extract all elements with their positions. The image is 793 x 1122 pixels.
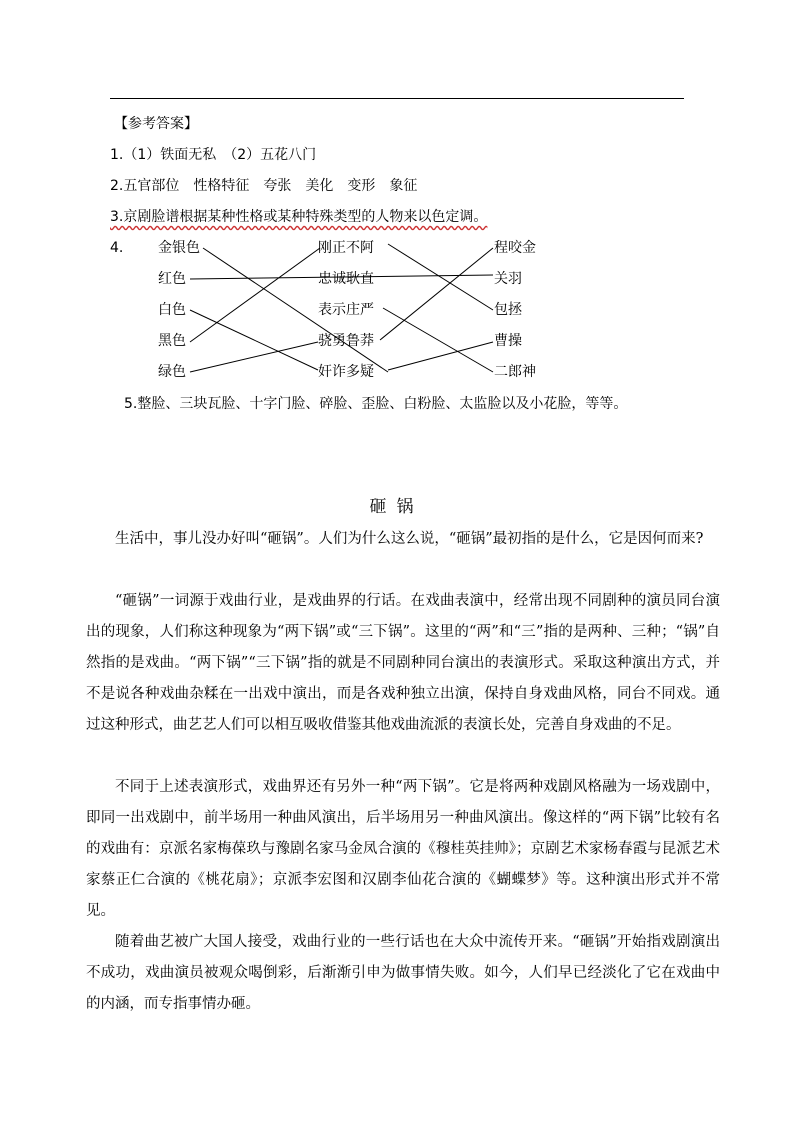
color-item: 黑色 — [158, 333, 186, 349]
match-line — [388, 342, 493, 370]
answer-3: 3.京剧脸谱根据某种性格或某种特殊类型的人物来以色定调。 — [110, 209, 488, 225]
match-line — [190, 342, 318, 372]
color-item: 金银色 — [158, 240, 200, 256]
match-line — [380, 248, 493, 340]
article-paragraph: “砸锅”一词源于戏曲行业，是戏曲界的行话。在戏曲表演中，经常出现不同剧种的演员同台演出的现象，人们称这种现象为“两下锅”或“三下锅”。这里的“两”和“三”指的是两种、三种；“锅”自然指的是戏曲。“两下锅”“三下锅”指的就是不同剧种同台演出的表演形式。采取这种演出方式，并不是说各种戏曲杂糅在一出戏中演出，而是各戏种独立出演，保持自身戏曲风格，同台不同戏。通过这种形式，曲艺艺人们可以相互吸收借鉴其他戏曲流派的表演长处，完善自身戏曲的不足。 — [86, 593, 720, 733]
color-item: 白色 — [158, 302, 186, 318]
match-line — [383, 308, 493, 372]
answer-5: 5.整脸、三块瓦脸、十字门脸、碎脸、歪脸、白粉脸、太监脸以及小花脸，等等。 — [124, 396, 628, 412]
character-item: 曹操 — [494, 333, 522, 349]
trait-item: 奸诈多疑 — [318, 364, 374, 380]
answer-1: 1.（1）铁面无私 （2）五花八门 — [110, 147, 317, 163]
color-item: 绿色 — [158, 364, 186, 380]
character-item: 包拯 — [494, 302, 522, 318]
match-line — [190, 248, 320, 342]
answer-heading: 【参考答案】 — [114, 116, 198, 132]
match-line — [388, 244, 493, 310]
trait-item: 刚正不阿 — [318, 240, 374, 256]
character-item: 关羽 — [494, 271, 522, 287]
answer-4-label: 4. — [110, 240, 124, 256]
top-rule — [110, 98, 684, 99]
character-item: 二郎神 — [494, 364, 536, 380]
article-paragraph: 不同于上述表演形式，戏曲界还有另外一种“两下锅”。它是将两种戏剧风格融为一场戏剧中，即同一出戏剧中，前半场用一种曲风演出，后半场用另一种曲风演出。像这样的“两下锅”比较有名的戏曲有：京派名家梅葆玖与豫剧名家马金凤合演的《穆桂英挂帅》；京剧艺术家杨春霞与昆派艺术家蔡正仁合演的《桃花扇》；京派李宏图和汉剧李仙花合演的《蝴蝶梦》等。这种演出形式并不常见。 — [86, 779, 720, 919]
article-paragraph: 随着曲艺被广大国人接受，戏曲行业的一些行话也在大众中流传开来。“砸锅”开始指戏剧演出不成功，戏曲演员被观众喝倒彩，后渐渐引申为做事情失败。如今，人们早已经淡化了它在戏曲中的内涵，而专指事情办砸。 — [86, 934, 720, 1012]
answer-2: 2.五官部位 性格特征 夸张 美化 变形 象征 — [110, 178, 418, 194]
trait-item: 忠诚耿直 — [318, 271, 374, 287]
article-title: 砸锅 — [369, 497, 424, 517]
color-item: 红色 — [158, 271, 186, 287]
article-paragraph: 生活中，事儿没办好叫“砸锅”。人们为什么这么说，“砸锅”最初指的是什么，它是因何而来? — [115, 531, 704, 547]
character-item: 程咬金 — [494, 240, 536, 256]
match-line — [190, 310, 318, 370]
trait-item: 骁勇鲁莽 — [318, 333, 374, 349]
trait-item: 表示庄严 — [318, 302, 374, 318]
